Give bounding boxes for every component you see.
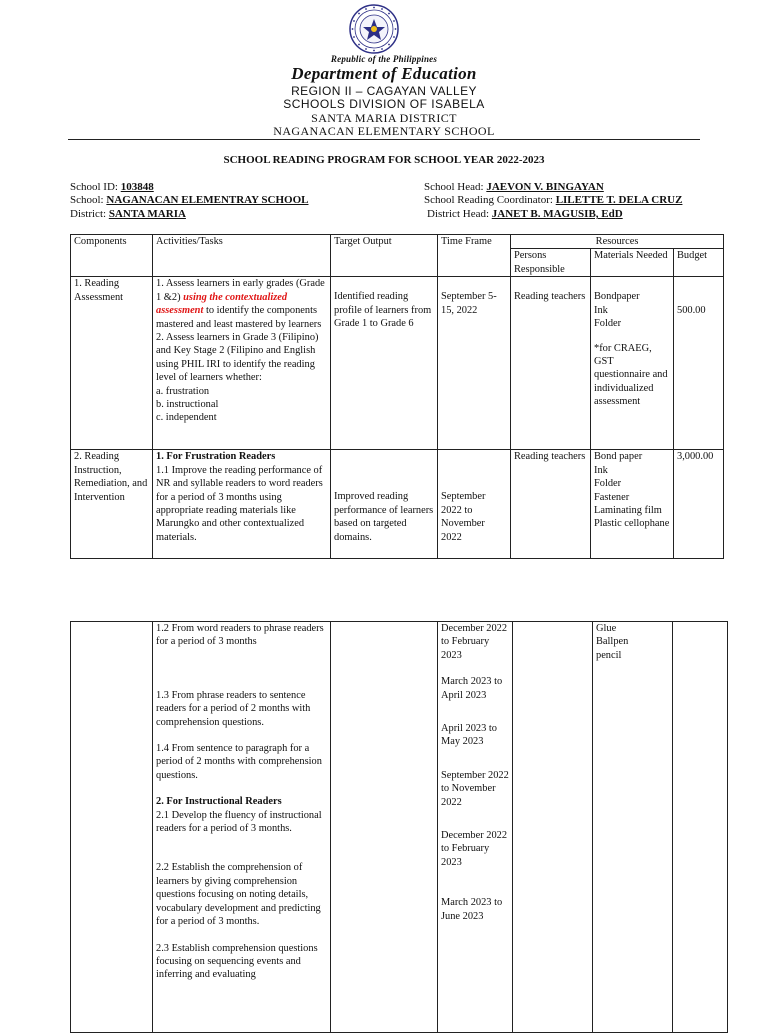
reading-program-table — [70, 234, 724, 559]
coordinator-line — [424, 194, 682, 206]
header-resources: Resources — [511, 235, 724, 249]
district-label: District: — [70, 208, 109, 220]
material-item: Plastic cellophane — [594, 518, 670, 530]
table-header-row — [71, 235, 724, 249]
activity-text: 1.3 From phrase readers to sentence readers for a period of 2 months with comprehension questions. — [156, 689, 311, 728]
activity-text: 2.3 Establish comprehension questions focusing on sequencing events and inferring and evaluating — [156, 942, 318, 981]
persons-cell: Reading teachers — [511, 450, 591, 559]
activity-text: c. independent — [156, 412, 217, 424]
district-head-label: District Head: — [427, 208, 492, 220]
school-line — [70, 194, 308, 206]
header-activities: Activities/Tasks — [153, 235, 331, 277]
time-cell — [438, 622, 513, 1033]
material-item: pencil — [596, 649, 622, 661]
district-head-value: JANET B. MAGUSIB, EdD — [491, 208, 623, 220]
activity-text: b. instructional — [156, 399, 219, 411]
activity-text: to identify the components mastered and least mastered by learners — [156, 305, 322, 330]
department-heading: Department of Education — [291, 64, 477, 83]
material-item: Ink — [594, 464, 608, 476]
republic-heading: Republic of the Philippines — [330, 54, 438, 64]
header-components: Components — [71, 235, 153, 277]
coordinator-value: LILETTE T. DELA CRUZ — [555, 194, 683, 206]
continuation-table — [70, 621, 728, 1033]
material-item: Ink — [594, 304, 608, 316]
district-value: SANTA MARIA — [108, 208, 186, 220]
activities-cell — [153, 450, 331, 559]
materials-cell — [593, 622, 673, 1033]
header-time-frame: Time Frame — [438, 235, 511, 277]
school-id-label: School ID: — [70, 181, 121, 193]
table-row — [71, 450, 724, 559]
header-divider — [68, 139, 700, 140]
time-cell: September 2022 to November 2022 — [438, 450, 511, 559]
target-cell — [331, 622, 438, 1033]
activity-text: 2. Assess learners in Grade 3 (Filipino) and Key Stage 2 (Filipino and English using PHIL IRI to identify the reading level of learners whether: — [156, 332, 319, 384]
budget-cell — [673, 622, 728, 1033]
activity-text: 1. Assess learners in early grades (Grade 1 &2) — [156, 278, 325, 303]
materials-cell — [591, 450, 674, 559]
time-text: April 2023 to May 2023 — [441, 723, 497, 748]
school-id-value: 103848 — [120, 181, 154, 193]
activity-text: a. frustration — [156, 385, 210, 397]
time-text: September 2022 to November 2022 — [441, 769, 509, 808]
time-cell: September 5-15, 2022 — [438, 277, 511, 450]
header-target-output: Target Output — [331, 235, 438, 277]
activities-cell — [153, 277, 331, 450]
activity-text: 1.2 From word readers to phrase readers for a period of 3 months — [156, 623, 324, 648]
activity-text: 1.1 Improve the reading performance of NR and syllable readers to word readers for a period of 3 months using appropriate reading materials like Marungko and other contextualized materials. — [156, 464, 323, 543]
district-heading: SANTA MARIA DISTRICT — [311, 111, 457, 125]
material-item: Bondpaper — [594, 291, 640, 303]
material-item: *for CRAEG, GST questionnaire and individualized assessment — [594, 342, 668, 408]
header-budget: Budget — [674, 249, 724, 277]
material-item: Laminating film — [594, 505, 662, 517]
deped-seal-logo — [349, 4, 399, 54]
school-id-line — [70, 181, 154, 193]
school-label: School: — [70, 194, 107, 206]
school-value: NAGANACAN ELEMENTRAY SCHOOL — [106, 194, 309, 206]
target-cell: Improved reading performance of learners based on targeted domains. — [331, 450, 438, 559]
persons-cell: Reading teachers — [511, 277, 591, 450]
school-head-line — [424, 181, 604, 193]
material-item: Glue — [596, 623, 617, 634]
coordinator-label: School Reading Coordinator: — [424, 194, 556, 206]
material-item: Fastener — [594, 491, 630, 503]
header-materials: Materials Needed — [591, 249, 674, 277]
time-text: March 2023 to April 2023 — [441, 676, 503, 701]
time-text: March 2023 to June 2023 — [441, 897, 503, 922]
activity-heading: 2. For Instructional Readers — [156, 796, 282, 808]
region-heading: REGION II – CAGAYAN VALLEY — [291, 84, 477, 98]
material-item: Bond paper — [594, 451, 643, 463]
district-line — [70, 208, 186, 220]
target-cell: Identified reading profile of learners from Grade 1 to Grade 6 — [331, 277, 438, 450]
activities-cell — [153, 622, 331, 1033]
table-row — [71, 622, 728, 1033]
component-cell: 2. Reading Instruction, Remediation, and Intervention — [71, 450, 153, 559]
component-cell: 1. Reading Assessment — [71, 277, 153, 450]
activity-highlight: using the contextualized assessment — [156, 291, 288, 317]
document-title: SCHOOL READING PROGRAM FOR SCHOOL YEAR 2022-2023 — [223, 154, 545, 166]
school-head-value: JAEVON V. BINGAYAN — [486, 181, 604, 193]
material-item: Ballpen — [596, 636, 629, 648]
budget-cell: 3,000.00 — [674, 450, 724, 559]
school-head-label: School Head: — [424, 181, 487, 193]
materials-cell — [591, 277, 674, 450]
material-item: Folder — [594, 478, 622, 490]
school-heading: NAGANACAN ELEMENTARY SCHOOL — [273, 124, 495, 138]
activity-heading: 1. For Frustration Readers — [156, 451, 276, 463]
table-row — [71, 277, 724, 450]
activity-text: 1.4 From sentence to paragraph for a period of 2 months with comprehension questions. — [156, 743, 322, 781]
activity-text: 2.2 Establish the comprehension of learners by giving comprehension questions focusing on noting details, vocabulary development and predicting for a period of 3 months. — [156, 862, 321, 928]
district-head-line — [427, 208, 623, 220]
activity-text: 2.1 Develop the fluency of instructional readers for a period of 3 months. — [156, 809, 322, 835]
time-text: December 2022 to February 2023 — [441, 623, 508, 661]
material-item: Folder — [594, 318, 622, 330]
persons-cell — [513, 622, 593, 1033]
header-persons: Persons Responsible — [511, 249, 591, 277]
budget-cell: 500.00 — [674, 277, 724, 450]
division-heading: SCHOOLS DIVISION OF ISABELA — [283, 97, 485, 111]
component-cell — [71, 622, 153, 1033]
time-text: December 2022 to February 2023 — [441, 830, 508, 868]
